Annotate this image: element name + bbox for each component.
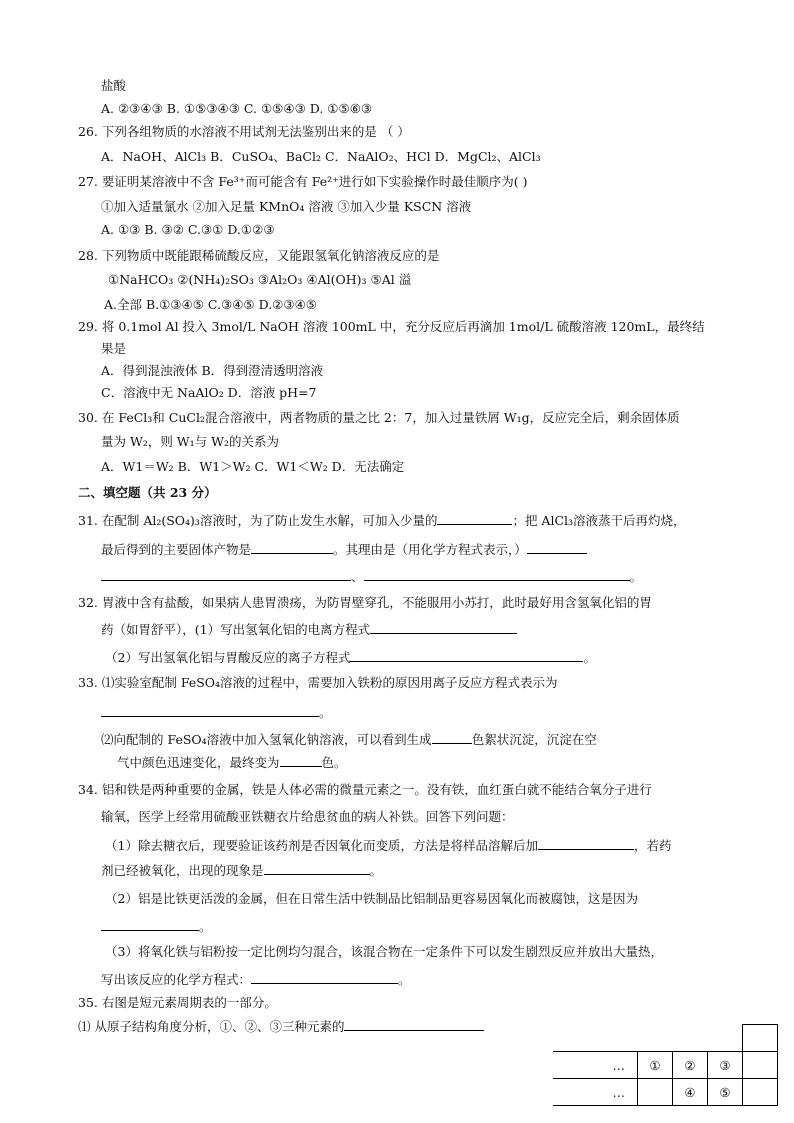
answer-blank[interactable] (432, 731, 472, 744)
text-line: ①加入适量氯水 ②加入足量 KMnO₄ 溶液 ③加入少量 KSCN 溶液 (101, 199, 472, 214)
answer-blank[interactable] (364, 568, 630, 581)
text-line: 二、填空题（共 23 分） (78, 485, 217, 500)
text-line: C．溶液中无 NaAlO₂ D．溶液 pH=7 (101, 385, 317, 400)
answer-blank[interactable] (101, 918, 199, 931)
text-line: 30. 在 FeCl₃和 CuCl₂混合溶液中，两者物质的量之比 2：7，加入过量铁屑 W₁g，反应完全后，剩余固体质 (78, 410, 680, 425)
text-line: A．W1＝W₂ B．W1＞W₂ C．W1＜W₂ D．无法确定 (101, 459, 405, 474)
text-line: 最后得到的主要固体产物是 。其理由是（用化学方程式表示，） (101, 541, 587, 558)
answer-blank[interactable] (264, 862, 370, 875)
periodic-table-fragment (553, 1024, 778, 1106)
text-line: 气中颜色迅速变化，最终变为 色。 (117, 755, 347, 770)
text-line: 药（如胃舒平），(1）写出氢氧化铝的电离方程式 (101, 621, 517, 638)
answer-blank[interactable] (370, 621, 517, 634)
table-cell: ③ (708, 1052, 743, 1079)
table-cell: ② (673, 1052, 708, 1079)
text-line: 31. 在配制 Al₂(SO₄)₃溶液时，为了防止发生水解，可加入少量的 ；把 AlCl₃溶液蒸干后再灼烧， (78, 513, 686, 528)
text-line: （2）铝是比铁更活泼的金属，但在日常生活中铁制品比铝制品更容易因氧化而被腐蚀，这是因为 (105, 891, 638, 906)
text-line: 27. 要证明某溶液中不含 Fe³⁺而可能含有 Fe²⁺进行如下实验操作时最佳顺序为( ) (78, 174, 528, 189)
text-line: 34. 铝和铁是两种重要的金属，铁是人体必需的微量元素之一。没有铁，血红蛋白就不能结合氧分子进行 (78, 782, 652, 797)
text-line: 剂已经被氧化，出现的现象是 。 (101, 863, 383, 878)
text-line: A.全部 B.①③④⑤ C.③④⑤ D.②③④⑤ (104, 297, 317, 312)
table-cell (638, 1079, 673, 1106)
text-line: 35. 右图是短元素周期表的一部分。 (78, 995, 277, 1010)
text-line: A．得到混浊液体 B．得到澄清透明溶液 (101, 363, 324, 378)
table-cell (743, 1079, 778, 1106)
answer-blank[interactable] (344, 1018, 484, 1031)
text-line: 。 (101, 918, 212, 935)
answer-blank[interactable] (527, 541, 587, 554)
text-line: （1）除去糖衣后，现要验证该药剂是否因氧化而变质，方法是将样品溶解后加 ，若药 (105, 838, 672, 853)
text-line: ⑴ 从原子结构角度分析，①、②、③三种元素的 (78, 1018, 484, 1035)
text-line: 26. 下列各组物质的水溶液不用试剂无法鉴别出来的是 （ ） (78, 124, 410, 139)
text-line: 量为 W₂，则 W₁与 W₂的关系为 (101, 434, 279, 449)
table-cell-ellipsis: … (553, 1079, 638, 1106)
text-line: 果是 (101, 341, 127, 356)
answer-blank[interactable] (538, 837, 634, 850)
text-line: （2）写出氢氧化铝与胃酸反应的离子方程式 。 (105, 650, 596, 665)
text-line: 、 。 (101, 568, 642, 585)
table-cell-ellipsis: … (553, 1052, 638, 1079)
table-cell (743, 1025, 778, 1052)
text-line: 32. 胃液中含有盐酸，如果病人患胃溃疡，为防胃壁穿孔，不能服用小苏打，此时最好用含氢氧化铝的胃 (78, 595, 652, 610)
table-cell: ① (638, 1052, 673, 1079)
answer-blank[interactable] (101, 704, 319, 717)
table-cell: ④ (673, 1079, 708, 1106)
answer-blank[interactable] (101, 568, 351, 581)
answer-blank[interactable] (280, 754, 322, 767)
text-line: 输氧，医学上经常用硫酸亚铁糖衣片给患贫血的病人补铁。回答下列问题： (101, 809, 514, 824)
text-line: A. ①③ B. ③② C.③① D.①②③ (101, 222, 275, 237)
answer-blank[interactable] (251, 541, 333, 554)
text-line: A．NaOH、AlCl₃ B．CuSO₄、BaCl₂ C．NaAlO₂、HCl D．MgCl₂、AlCl₃ (101, 149, 541, 164)
answer-blank[interactable] (350, 649, 583, 662)
text-line: A. ②③④③ B. ①⑤③④③ C. ①⑤④③ D. ①⑤⑥③ (101, 101, 373, 116)
text-line: 。 (101, 704, 332, 721)
text-line: ⑵向配制的 FeSO₄溶液中加入氢氧化钠溶液，可以看到生成 色絮状沉淀，沉淀在空 (101, 732, 597, 747)
text-line: 盐酸 (101, 78, 127, 93)
text-line: （3）将氧化铁与铝粉按一定比例均匀混合，该混合物在一定条件下可以发生剧烈反应并放出大量热， (105, 944, 663, 959)
text-line: 29. 将 0.1mol Al 投入 3mol/L NaOH 溶液 100mL 中，充分反应后再滴加 1mol/L 硫酸溶液 120mL，最终结 (78, 319, 705, 334)
text-line: 33. ⑴实验室配制 FeSO₄溶液的过程中，需要加入铁粉的原因用离子反应方程式表示为 (78, 675, 558, 690)
text-line: 28. 下列物质中既能跟稀硫酸反应，又能跟氢氧化钠溶液反应的是 (78, 248, 440, 263)
table-cell (743, 1052, 778, 1079)
answer-blank[interactable] (251, 971, 398, 984)
text-line: ①NaHCO₃ ②(NH₄)₂SO₃ ③Al₂O₃ ④Al(OH)₃ ⑤Al 溢 (108, 272, 412, 287)
table-cell: ⑤ (708, 1079, 743, 1106)
text-line: 写出该反应的化学方程式： 。 (101, 972, 411, 987)
answer-blank[interactable] (437, 512, 512, 525)
